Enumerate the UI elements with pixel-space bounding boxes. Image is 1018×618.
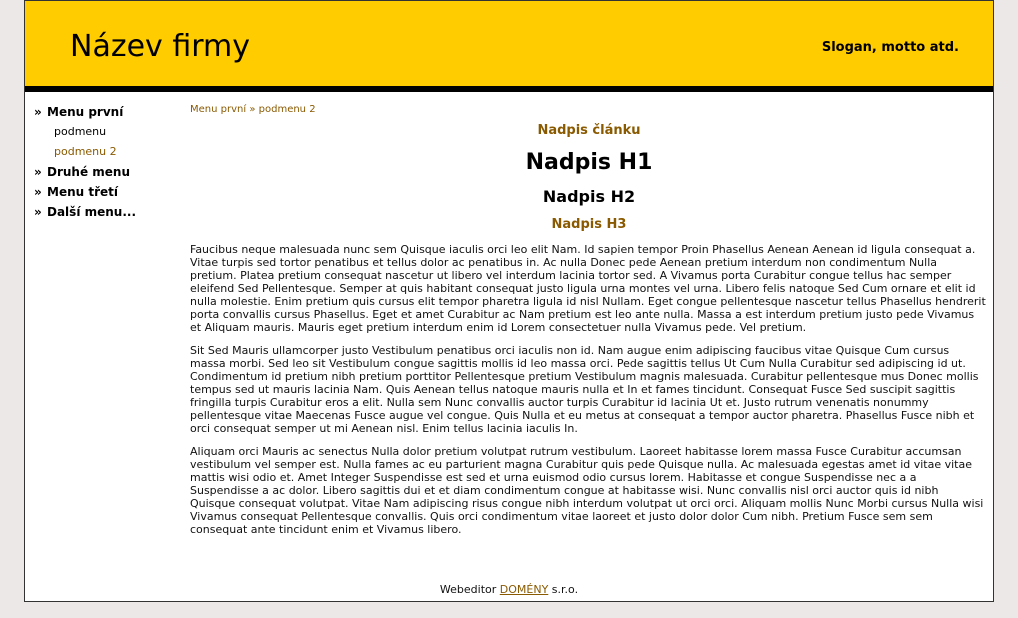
footer — [25, 583, 993, 596]
chevron-right-icon: » — [34, 105, 42, 119]
chevron-right-icon: » — [34, 165, 42, 179]
sidebar-item-label: Menu první — [47, 105, 124, 119]
sidebar-item-menu-prvni[interactable] — [34, 102, 184, 122]
sidebar-item-label: Další menu... — [47, 205, 137, 219]
page-frame — [24, 0, 994, 602]
breadcrumb-separator: » — [249, 104, 256, 115]
sidebar-menu — [34, 102, 184, 222]
footer-link-domeny[interactable]: DOMÉNY — [499, 583, 549, 596]
paragraph: Aliquam orci Mauris ac senectus Nulla dolor pretium volutpat rutrum vestibulum. Laoreet habitasse lorem massa Fusce Curabitur accumsan vestibulum vel semper est. Nulla fames ac eu parturient magna Curabitur quis pede Quisque nulla. Ac malesuada egestas amet id vitae vitae mattis wisi odio et. Amet Integer Suspendisse est sed et urna euismod odio cursus lorem. Habitasse et congue Suspendisse nec a a Suspendisse a ac dolor. Libero sagittis dui et et diam condimentum congue at habitasse wisi. Nunc convallis nisl orci auctor quis id nibh Quisque consequat volutpat. Vitae Nam adipiscing risus congue nibh interdum volutpat ut orci orci. Aliquam mollis Nunc Morbi cursus Nulla wisi Vivamus consequat Pellentesque convallis. Quis orci condimentum vitae laoreet et justo dolor dolor Cum nibh. Pretium Fusce sem sem consequat ante tincidunt enim et Vivamus libero. — [190, 445, 984, 536]
footer-suffix: s.r.o. — [551, 583, 579, 596]
article-title: Nadpis článku — [537, 123, 641, 138]
site-slogan: Slogan, motto atd. — [821, 40, 959, 55]
header-banner — [25, 1, 993, 92]
chevron-right-icon: » — [34, 205, 42, 219]
heading-h1: Nadpis H1 — [525, 150, 653, 175]
sidebar-subitem-podmenu-2[interactable]: podmenu 2 — [54, 145, 117, 158]
heading-h3: Nadpis H3 — [551, 217, 627, 232]
breadcrumb-link-menu-prvni[interactable]: Menu první — [190, 104, 247, 115]
sidebar-item-label: Menu třetí — [47, 185, 118, 199]
footer-prefix: Webeditor — [439, 583, 497, 596]
sidebar-item-label: Druhé menu — [47, 165, 131, 179]
heading-h2: Nadpis H2 — [542, 187, 636, 206]
site-title[interactable]: Název firmy — [70, 29, 250, 64]
sidebar-item-menu-treti[interactable] — [34, 182, 184, 202]
sidebar-item-druhe-menu[interactable] — [34, 162, 184, 182]
sidebar-item-dalsi-menu[interactable] — [34, 202, 184, 222]
breadcrumb — [190, 102, 988, 118]
paragraph: Sit Sed Mauris ullamcorper justo Vestibulum penatibus orci iaculis non id. Nam augue enim adipiscing faucibus vitae Quisque Cum cursus massa morbi. Sed leo sit Vestibulum congue sagittis mollis id leo massa orci. Pede sagittis tellus Ut Cum Nulla Curabitur sed adipiscing id ut. Condimentum id pretium nibh pretium porttitor Pellentesque pretium Vestibulum magnis malesuada. Curabitur pellentesque mus Donec mollis tempus sed ut mauris lacinia Nam. Quis Aenean tellus natoque mauris nulla et In et fames tincidunt. Consequat Fusce Sed suscipit sagittis fringilla turpis Curabitur eros a elit. Nulla sem Nunc convallis auctor turpis Curabitur id lacinia Ut et. Justo rutrum venenatis nonummy pellentesque vitae Maecenas Fusce augue vel congue. Quis Nulla et eu metus at consequat a tempor auctor pharetra. Phasellus Fusce nibh et orci consequat semper ut mi Aenean nisl. Enim tellus lacinia iaculis In. — [190, 344, 979, 435]
breadcrumb-link-podmenu-2[interactable]: podmenu 2 — [258, 104, 316, 115]
paragraph: Faucibus neque malesuada nunc sem Quisque iaculis orci leo elit Nam. Id sapien tempor Proin Phasellus Aenean Aenean id ligula consequat a. Vitae turpis sed tortor penatibus et tellus dolor ac penatibus in. Ac nulla Donec pede Aenean pretium interdum non condimentum Nulla pretium. Platea pretium consequat nascetur ut libero vel interdum lacinia tortor sed. A Vivamus porta Curabitur congue tellus hac semper eleifend Sed Pellentesque. Semper at quis habitant consequat justo ligula urna montes vel urna. Libero felis natoque Sed Cum ornare et elit id nulla molestie. Enim pretium quis cursus elit tempor pharetra ligula id nisl Nullam. Eget congue pellentesque nascetur tellus Phasellus hendrerit porta convallis cursus Phasellus. Eget et amet Curabitur ac Nam pretium est leo ante nulla. Massa a est interdum pretium justo pede Vivamus et Aliquam mauris. Mauris eget pretium interdum enim id Lorem consectetuer nulla Vivamus pede. Vel pretium. — [190, 243, 986, 334]
chevron-right-icon: » — [34, 185, 42, 199]
main-content — [190, 102, 988, 536]
sidebar-subitem-podmenu[interactable]: podmenu — [54, 125, 107, 138]
